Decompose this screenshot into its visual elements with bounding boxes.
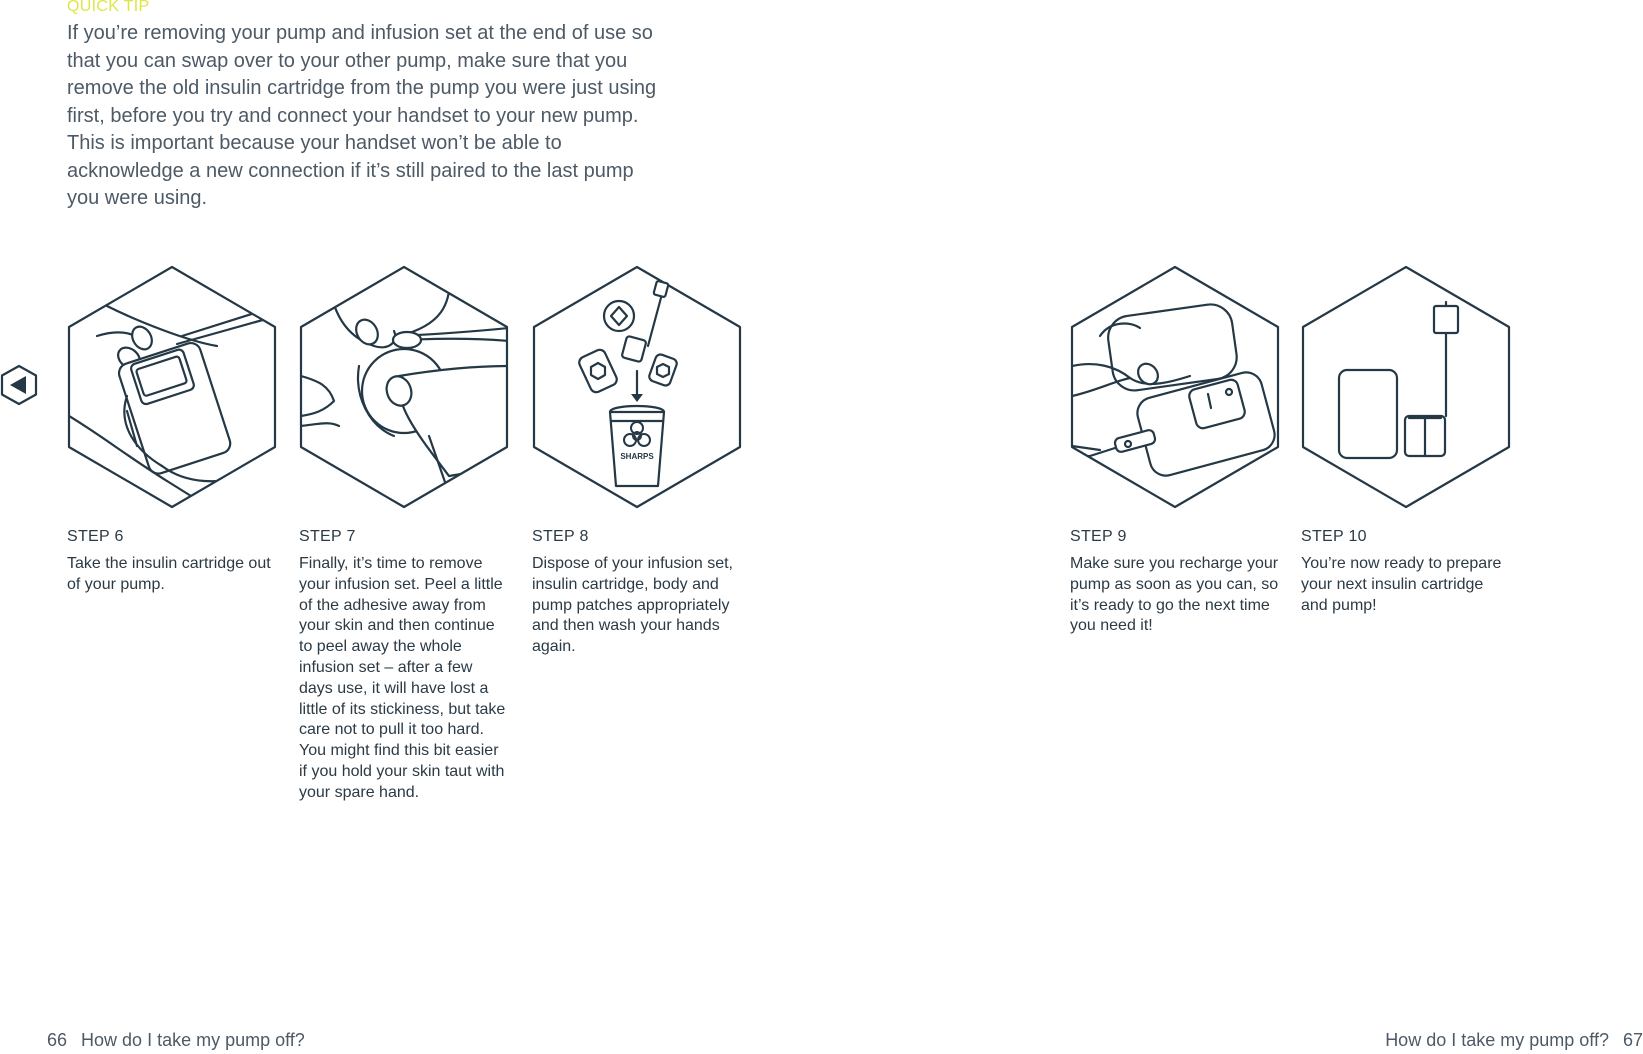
step-description: You’re now ready to prepare your next insulin cartridge and pump!	[1301, 555, 1502, 614]
step-6	[67, 266, 279, 596]
step-label: STEP 8	[532, 528, 589, 545]
footer-right	[1385, 1030, 1643, 1051]
step-description: Dispose of your infusion set, insulin cartridge, body and pump patches appropriately and then wash your hands again.	[532, 555, 733, 656]
step-description: Take the insulin cartridge out of your pump.	[67, 555, 271, 593]
quick-tip-text: If you’re removing your pump and infusion set at the end of use so that you can swap over to your other pump, make sure that you remove the old insulin cartridge from the pump you were just using first, before you try and connect your handset to your new pump. This is important because your handset won’t be able to acknowledge a new connection if it’s still paired to the last pump you were using.	[67, 22, 657, 209]
running-title-left: How do I take my pump off?	[81, 1030, 305, 1050]
step-10	[1301, 266, 1513, 616]
running-title-right: How do I take my pump off?	[1385, 1030, 1609, 1050]
sharps-label: SHARPS	[620, 452, 654, 461]
step-8	[532, 266, 744, 658]
peeling-infusion-set-illustration	[299, 266, 509, 508]
footer-left	[47, 1030, 305, 1051]
step-label: STEP 10	[1301, 528, 1367, 545]
step-9	[1070, 266, 1282, 637]
step-7	[299, 266, 511, 804]
step-description: Finally, it’s time to remove your infusion set. Peel a little of the adhesive away from your skin and then continue to peel away the whole infusion set – after a few days use, it will have lost a little of its stickiness, but take care not to pull it too hard. You might find this bit easier if you hold your skin taut with your spare hand.	[299, 555, 506, 801]
hand-removing-cartridge-illustration	[67, 266, 277, 508]
sharps-bin-illustration	[532, 266, 742, 508]
step-label: STEP 6	[67, 528, 124, 545]
page-number-left: 66	[47, 1030, 68, 1050]
step-description: Make sure you recharge your pump as soon as you can, so it’s ready to go the next time you need it!	[1070, 555, 1279, 635]
page-number-right: 67	[1622, 1030, 1643, 1050]
step-label: STEP 9	[1070, 528, 1127, 545]
quick-tip-title: QUICK TIP	[67, 0, 150, 15]
back-arrow-button[interactable]	[0, 363, 38, 407]
new-cartridge-and-pump-illustration	[1301, 266, 1511, 508]
pump-charger-illustration	[1070, 266, 1280, 508]
back-arrow-icon	[0, 363, 38, 407]
step-label: STEP 7	[299, 528, 356, 545]
